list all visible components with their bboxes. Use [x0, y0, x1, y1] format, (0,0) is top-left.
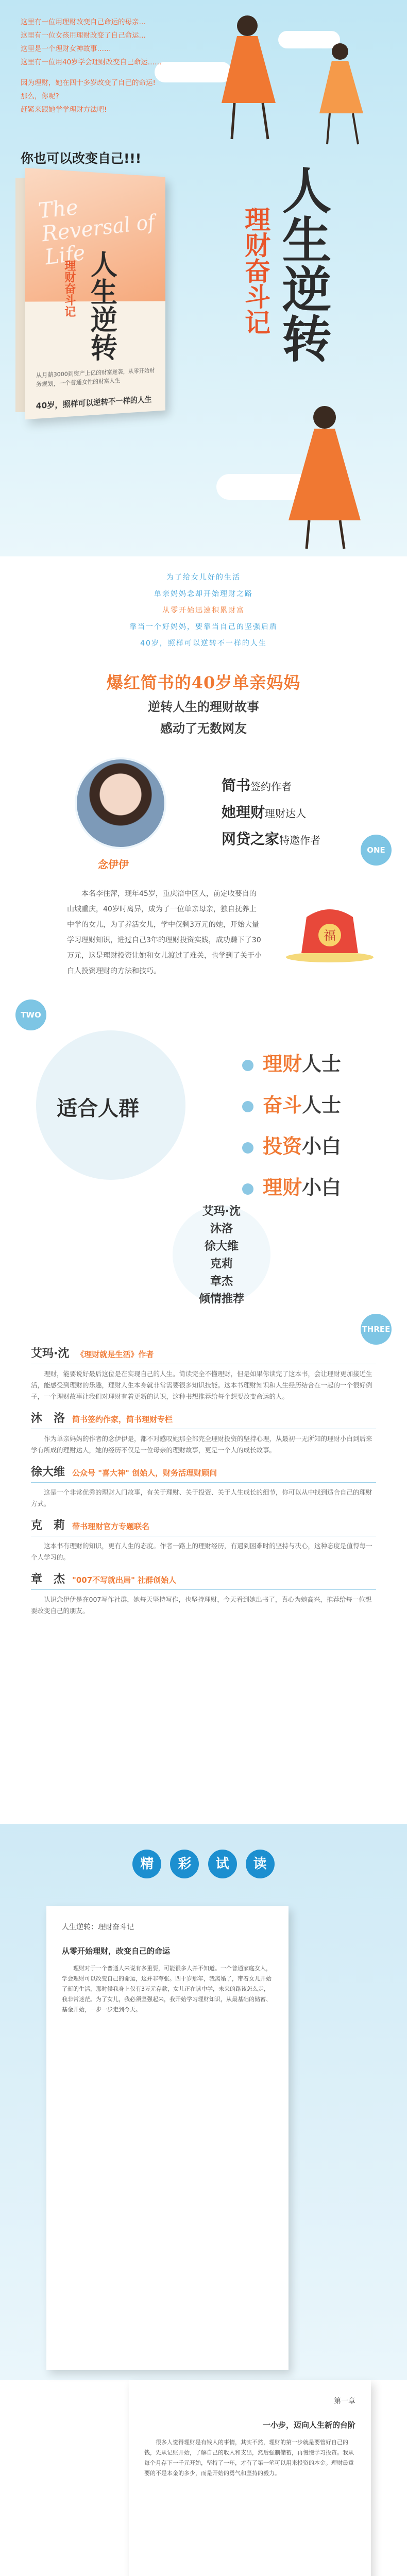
preview-title-char: 彩 [170, 1850, 199, 1878]
page-running-head: 人生逆转：理财奋斗记 [62, 1923, 134, 1931]
headline-line: 感动了无数网友 [160, 721, 247, 736]
headline-kicker: 爆红简书的40岁单亲妈妈 [106, 673, 301, 692]
audience-item: 理财人士 [242, 1043, 341, 1084]
intro-line: 这里有一位用40岁学会理财改变自己命运…… [21, 58, 162, 66]
preview-page-1 [46, 1906, 289, 2370]
intro-line: 因为理财，她在四十多岁改变了自己的命运! [21, 79, 156, 87]
review-body: 这是一个非常优秀的理财入门故事，有关于理财、关于投资、关于人生成长的细节，你可以从中找到适合自己的理财方式。 [31, 1488, 372, 1507]
audience-title: 适合人群 [57, 1097, 139, 1121]
hero-intro [21, 15, 170, 116]
reviewer-title: 简书签约作家，简书理财专栏 [72, 1415, 173, 1424]
author-roles [222, 773, 320, 853]
lucky-bag-icon [281, 896, 379, 963]
section-badge-two: TWO [15, 999, 46, 1030]
quote-line: 40岁，照样可以逆转不一样的人生 [140, 639, 267, 648]
book-blurb: 从月薪3000到资产上亿的财富逆袭，从零开始财务规划，一个普通女性的财富人生 [36, 367, 155, 388]
book-script-title: The Reversal of Life [37, 195, 156, 270]
book-cover [25, 168, 165, 419]
audience-item: 投资小白 [242, 1126, 341, 1167]
headline-line: 逆转人生的理财故事 [148, 699, 259, 714]
girl-illustration [258, 402, 392, 551]
page-body: 理财对于一个普通人来说有多重要，可能很多人并不知道。一个普通家庭女人，学会理财可以改变自己的命运，这并非夸张。四十岁那年，我离婚了，带着女儿开始了新的生活，那时候我身上仅有3万元存款，女儿正在读中学，未来的路该怎么走，我非常迷茫。为了女儿，我必须坚强起来，我开始学习理财知识，从最基础的储蓄、基金开始，一步一步走到今天。 [62, 1965, 272, 2013]
reviewer-name: 章 杰 [31, 1573, 65, 1586]
review-item [31, 1345, 376, 1402]
hero-title: 人生逆转 [274, 165, 332, 363]
author-name: 念伊伊 [98, 858, 129, 871]
hero-subtitle: 理财奋斗记 [241, 206, 271, 335]
author-avatar [75, 757, 166, 849]
page-body: 很多人觉得理财是有钱人的事情，其实不然，理财的第一步就是要管好自己的钱，先从记账开始，了解自己的收入和支出，然后强制储蓄，再慢慢学习投资。我从每个月存下一千元开始，坚持了一年，才有了第一笔可以用来投资的本金。理财最重要的不是本金的多少，而是开始的勇气和坚持的毅力。 [144, 2439, 354, 2477]
recommender-caption: 倾情推荐 [198, 1293, 244, 1306]
reviewer-title: "007不写就出局" 社群创始人 [72, 1575, 177, 1585]
audience-item: 理财小白 [242, 1167, 341, 1208]
author-bio: 本名李住萍，现年45岁，重庆涪中区人，前定收要自的山城重庆，40岁时离异，成为了一位单亲母亲，独自抚养上中学的女儿，为了养活女儿，学中仅剩3万元的她，开始大量学习理财知识，进过自己3年的理财投资实践，成功赚下了30万元，这是理财投资让她和女儿渡过了难关，也学到了关于小白人投资理财的方法和技巧。 [67, 890, 262, 975]
preview-title-char: 精 [132, 1850, 161, 1878]
reviewer-title: 《理财就是生活》作者 [76, 1350, 154, 1359]
dancing-girls-illustration [185, 5, 402, 160]
review-body: 理财，能要说好最后这位是在实现自己的人生。简读完全不懂理财，但是如果你读完了这本书，会让理财更加接近生活，能感受到理财的乐趣，理财人生本身就非常需要很多知识技能。这本书理财知识和人生经历结合在一起的一个很好例子，一个理财故事让我们对理财有着更新的认识，这种书想推荐给每个想要改变命运的人。 [31, 1370, 372, 1400]
book-subtitle: 理财奋斗记 [62, 259, 76, 317]
audience-list [242, 1043, 341, 1208]
preview-title-char: 试 [208, 1850, 237, 1878]
preview-title-char: 读 [246, 1850, 275, 1878]
preview-page-2 [129, 2380, 371, 2576]
recommender-name: 艾玛·沈 [202, 1205, 241, 1218]
hero-banner [0, 0, 407, 556]
intro-line: 赶紧来跟她学学理财方法吧! [21, 106, 107, 114]
quote-line: 单亲妈妈念却开始理财之路 [154, 590, 253, 598]
review-item [31, 1410, 376, 1456]
review-body: 作为单亲妈妈的作者的念伊伊是，都不对感叹她那全部完全理财投资的坚持心理，从最初一无所知的理财小白到后来学有所成的理财达人，她的经历不仅是一位母亲的理财故事，更是一个人的成长故事。 [31, 1435, 372, 1454]
review-body: 这本书有理财的知识，更有人生的态度。作者一路上的理财经历，有遇到困难时的坚持与决心，这种态度是值得每一个人学习的。 [31, 1542, 372, 1561]
book-title: 人生逆转 [86, 249, 118, 362]
preview-title [0, 1850, 407, 1878]
audience-item: 奋斗人士 [242, 1084, 341, 1126]
lucky-bag-label: 福 [324, 928, 336, 943]
recommender-name: 章杰 [210, 1275, 233, 1288]
intro-line: 这里有一位女孩用理财改变了自己命运… [21, 31, 146, 40]
recommender-name: 徐大维 [204, 1240, 239, 1253]
recommender-name: 沐洛 [210, 1223, 233, 1235]
review-list [31, 1345, 376, 1624]
page-heading: 一小步，迈向人生新的台阶 [262, 2420, 355, 2430]
intro-line: 这里是一个理财女神故事…… [21, 45, 111, 53]
reviewer-name: 沐 洛 [31, 1412, 65, 1425]
quote-line: 从零开始迅速积累财富 [162, 606, 245, 615]
reviewer-name: 徐大维 [31, 1466, 65, 1479]
reviewer-name: 艾玛·沈 [31, 1347, 70, 1360]
author-role: 简书签约作者 [222, 777, 292, 794]
book-tagline: 40岁，照样可以逆转不一样的人生 [36, 395, 152, 411]
review-body: 认识念伊伊是在007写作社群，她每天坚持写作，也坚持理财，今天看到她出书了，真心为她高兴，推荐给每一位想要改变自己的朋友。 [31, 1596, 372, 1615]
author-role: 网贷之家特邀作者 [222, 831, 321, 848]
hero-slogan: 你也可以改变自己!!! [21, 151, 142, 166]
page-running-head: 第一章 [334, 2397, 355, 2405]
reviewer-name: 克 莉 [31, 1519, 65, 1532]
recommender-name: 克莉 [210, 1258, 233, 1270]
review-item [31, 1463, 376, 1510]
review-item [31, 1570, 376, 1617]
reviewer-title: 带书理财官方专题联名 [72, 1522, 150, 1531]
page-heading: 从零开始理财，改变自己的命运 [62, 1946, 171, 1956]
reviewer-title: 公众号 "喜大神" 创始人，财务活理财顾问 [72, 1468, 217, 1478]
intro-line: 这里有一位用理财改变自己命运的母亲… [21, 18, 146, 26]
review-item [31, 1517, 376, 1563]
author-role: 她理财理财达人 [222, 804, 307, 821]
recommender-list [170, 1203, 273, 1308]
section-badge-one: ONE [361, 835, 392, 866]
quote-line: 为了给女儿好的生活 [166, 573, 241, 582]
section-badge-three: THREE [361, 1314, 392, 1345]
intro-line: 那么，你呢? [21, 92, 59, 100]
quote-line: 靠当一个好妈妈，要靠当自己的坚强后盾 [129, 623, 278, 631]
